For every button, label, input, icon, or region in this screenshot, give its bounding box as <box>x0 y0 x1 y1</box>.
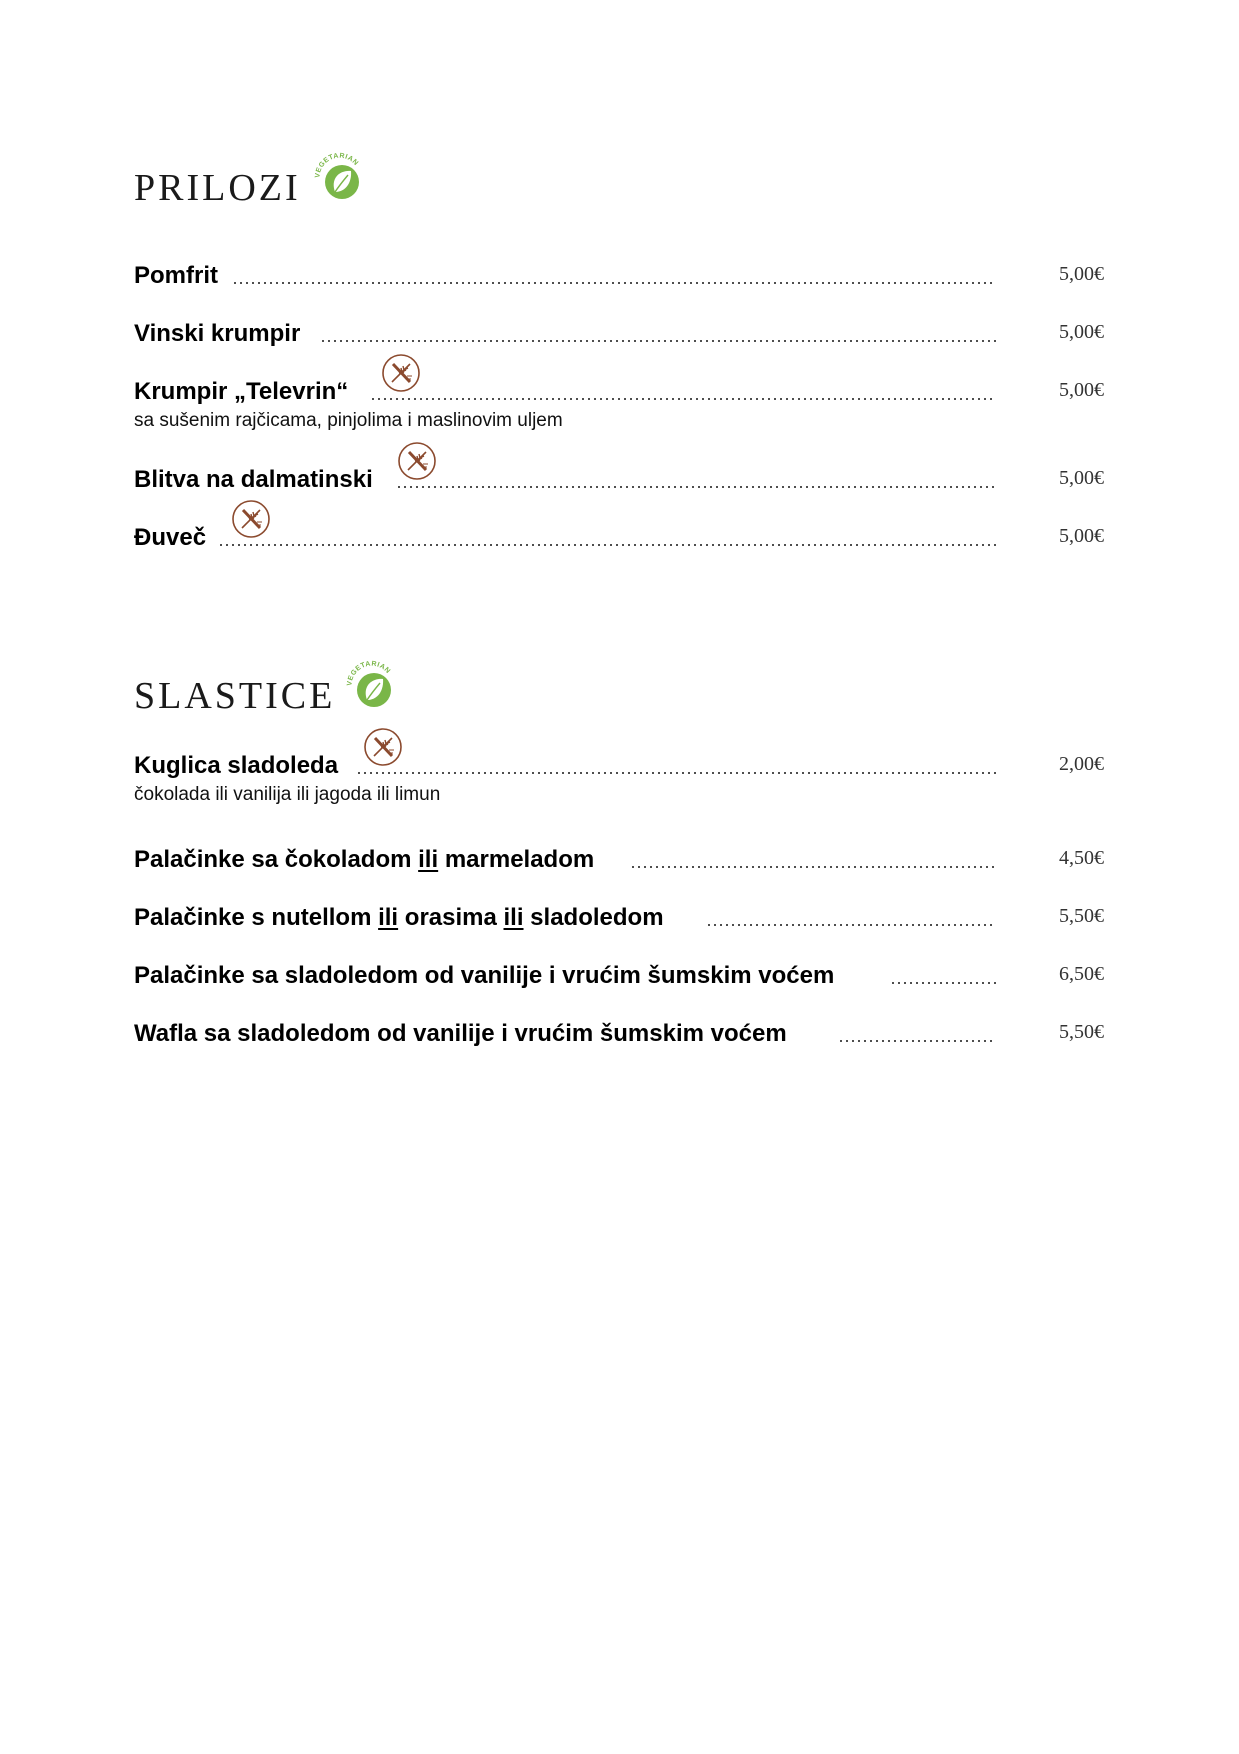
item-name: Wafla sa sladoledom od vanilije i vrućim šumskim voćem <box>134 1020 787 1047</box>
section-prilozi <box>134 148 1104 551</box>
item-price: 2,00€ <box>1059 753 1104 775</box>
item-name: Pomfrit <box>134 262 218 289</box>
item-price: 5,00€ <box>1059 263 1104 285</box>
menu-item <box>134 518 1104 552</box>
item-price: 5,50€ <box>1059 905 1104 927</box>
item-name: Palačinke sa sladoledom od vanilije i vrućim šumskim voćem <box>134 962 835 989</box>
section-title: SLASTICE <box>134 675 336 717</box>
dot-leader <box>356 772 996 774</box>
item-price: 5,00€ <box>1059 321 1104 343</box>
item-price: 5,00€ <box>1059 525 1104 547</box>
section-header <box>134 148 1104 218</box>
dot-leader <box>320 340 996 342</box>
item-name: Palačinke sa čokoladom ili marmeladom <box>134 846 595 873</box>
item-name: Đuveč <box>134 524 207 551</box>
menu-item <box>134 460 1104 494</box>
menu-item <box>134 898 1104 932</box>
section-header <box>134 656 1104 726</box>
vegetarian-leaf-icon <box>314 148 364 204</box>
menu-item <box>134 956 1104 990</box>
dot-leader <box>370 398 996 400</box>
item-name: Vinski krumpir <box>134 320 301 347</box>
vegetarian-leaf-icon <box>346 656 396 712</box>
dot-leader <box>838 1040 996 1042</box>
menu-item <box>134 746 1104 806</box>
dot-leader <box>706 924 996 926</box>
menu-item <box>134 840 1104 874</box>
menu-item <box>134 314 1104 348</box>
dot-leader <box>232 282 996 284</box>
item-price: 4,50€ <box>1059 847 1104 869</box>
dot-leader <box>890 982 996 984</box>
item-description: čokolada ili vanilija ili jagoda ili limun <box>134 784 441 805</box>
menu-item <box>134 256 1104 290</box>
item-description: sa sušenim rajčicama, pinjolima i maslinovim uljem <box>134 410 563 431</box>
item-name: Krumpir „Televrin“ <box>134 378 349 405</box>
item-price: 6,50€ <box>1059 963 1104 985</box>
section-title: PRILOZI <box>134 167 301 209</box>
dot-leader <box>396 486 996 488</box>
dot-leader <box>630 866 996 868</box>
section-slastice <box>134 656 1104 1047</box>
item-price: 5,00€ <box>1059 379 1104 401</box>
dot-leader <box>218 544 996 546</box>
gluten-free-icon <box>362 726 404 768</box>
menu-item <box>134 1014 1104 1048</box>
item-name: Kuglica sladoleda <box>134 752 339 779</box>
gluten-free-icon <box>230 498 272 540</box>
item-price: 5,50€ <box>1059 1021 1104 1043</box>
item-price: 5,00€ <box>1059 467 1104 489</box>
gluten-free-icon <box>380 352 422 394</box>
item-name: Blitva na dalmatinski <box>134 466 373 493</box>
gluten-free-icon <box>396 440 438 482</box>
menu-item <box>134 372 1104 432</box>
item-name: Palačinke s nutellom ili orasima ili sladoledom <box>134 904 664 931</box>
